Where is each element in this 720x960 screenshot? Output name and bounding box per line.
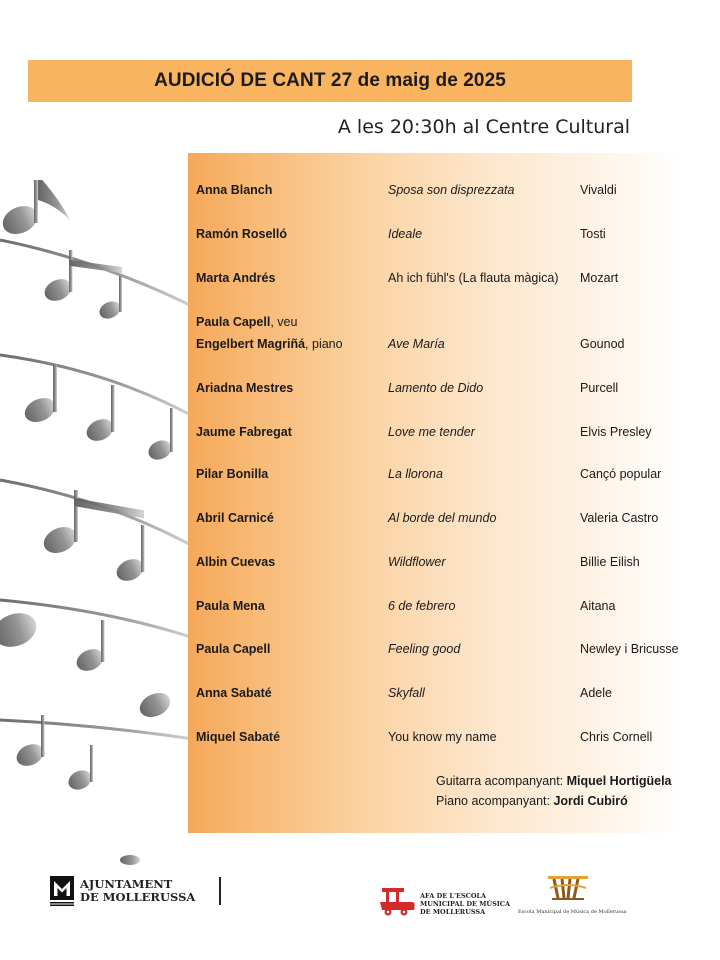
ajuntament-name: AJUNTAMENT DE MOLLERUSSA — [80, 877, 196, 904]
work-title: 6 de febrero — [388, 599, 456, 613]
work-title: Al borde del mundo — [388, 511, 497, 525]
work-title: Ah ich fühl's (La flauta màgica) — [388, 271, 559, 285]
performer — [196, 730, 280, 744]
performer — [196, 467, 268, 481]
work-title: Ideale — [388, 227, 423, 241]
composer: Aitana — [580, 599, 616, 613]
composer: Mozart — [580, 271, 619, 285]
performer — [196, 183, 272, 197]
page-title: AUDICIÓ DE CANT 27 de maig de 2025 — [154, 70, 506, 91]
event-location-time: A les 20:30h al Centre Cultural — [337, 116, 630, 138]
composer: Cançó popular — [580, 467, 662, 481]
performer-name: Paula Capell — [196, 315, 271, 329]
performer — [196, 425, 292, 439]
work-title: You know my name — [388, 730, 497, 744]
composer: Chris Cornell — [580, 730, 653, 744]
performer-name: Ariadna Mestres — [196, 381, 294, 395]
performer-name: Paula Capell — [196, 642, 271, 656]
composer: Adele — [580, 686, 612, 700]
ajuntament-m-icon — [50, 876, 74, 906]
performer-name: Anna Blanch — [196, 183, 273, 197]
work-title: Sposa son disprezzata — [388, 183, 515, 197]
program-panel — [188, 153, 685, 833]
footer — [0, 860, 720, 960]
work-title: Skyfall — [388, 686, 425, 700]
composer: Elvis Presley — [580, 425, 652, 439]
performer-name: Pilar Bonilla — [196, 467, 269, 481]
performer — [196, 337, 343, 351]
escola-caption: Escola Municipal de Música de Mollerussa — [518, 909, 627, 915]
work-title: Love me tender — [388, 425, 475, 439]
performer — [196, 555, 275, 569]
divider — [219, 877, 221, 905]
performer-name: Abril Carnicé — [196, 511, 274, 525]
performer — [196, 227, 287, 241]
performer-role: , piano — [305, 337, 343, 351]
performer — [196, 686, 272, 700]
performer-name: Miquel Sabaté — [196, 730, 281, 744]
performer — [196, 511, 274, 525]
composer: Gounod — [580, 337, 625, 351]
accompanist-label: Piano acompanyant: — [436, 794, 554, 808]
accompanist-line — [436, 774, 672, 788]
accompanist-label: Guitarra acompanyant: — [436, 774, 567, 788]
composer: Tosti — [580, 227, 606, 241]
performer-name: Paula Mena — [196, 599, 265, 613]
performer — [196, 642, 270, 656]
performer-name: Ramón Roselló — [196, 227, 287, 241]
work-title: Lamento de Dido — [388, 381, 484, 395]
music-notes-decoration — [0, 180, 200, 870]
afa-piano-icon — [380, 886, 416, 916]
accompanist-line — [436, 794, 628, 808]
work-title: Ave María — [388, 337, 445, 351]
composer: Billie Eilish — [580, 555, 640, 569]
performer-name: Marta Andrés — [196, 271, 276, 285]
composer: Purcell — [580, 381, 619, 395]
performer — [196, 381, 293, 395]
performer — [196, 599, 265, 613]
escola-logo-block — [518, 874, 627, 915]
work-title: Wildflower — [388, 555, 446, 569]
performer-name: Anna Sabaté — [196, 686, 272, 700]
performer — [196, 315, 297, 329]
escola-logo-icon — [548, 874, 588, 902]
title-bar — [28, 60, 632, 102]
ajuntament-logo-block — [50, 876, 221, 906]
performer-role: , veu — [270, 315, 298, 329]
afa-logo-block — [380, 886, 510, 916]
performer-name: Albin Cuevas — [196, 555, 276, 569]
afa-name: AFA DE L'ESCOLA MUNICIPAL DE MÚSICA DE MOLLERUSSA — [420, 892, 511, 916]
performer-name: Jaume Fabregat — [196, 425, 292, 439]
composer: Vivaldi — [580, 183, 617, 197]
accompanist-name: Jordi Cubiró — [553, 794, 628, 808]
work-title: La llorona — [388, 467, 443, 481]
composer: Newley i Bricusse — [580, 642, 679, 656]
performer-name: Engelbert Magriñá — [196, 337, 306, 351]
accompanist-name: Miquel Hortigüela — [566, 774, 672, 788]
composer: Valeria Castro — [580, 511, 659, 525]
performer — [196, 271, 275, 285]
work-title: Feeling good — [388, 642, 461, 656]
